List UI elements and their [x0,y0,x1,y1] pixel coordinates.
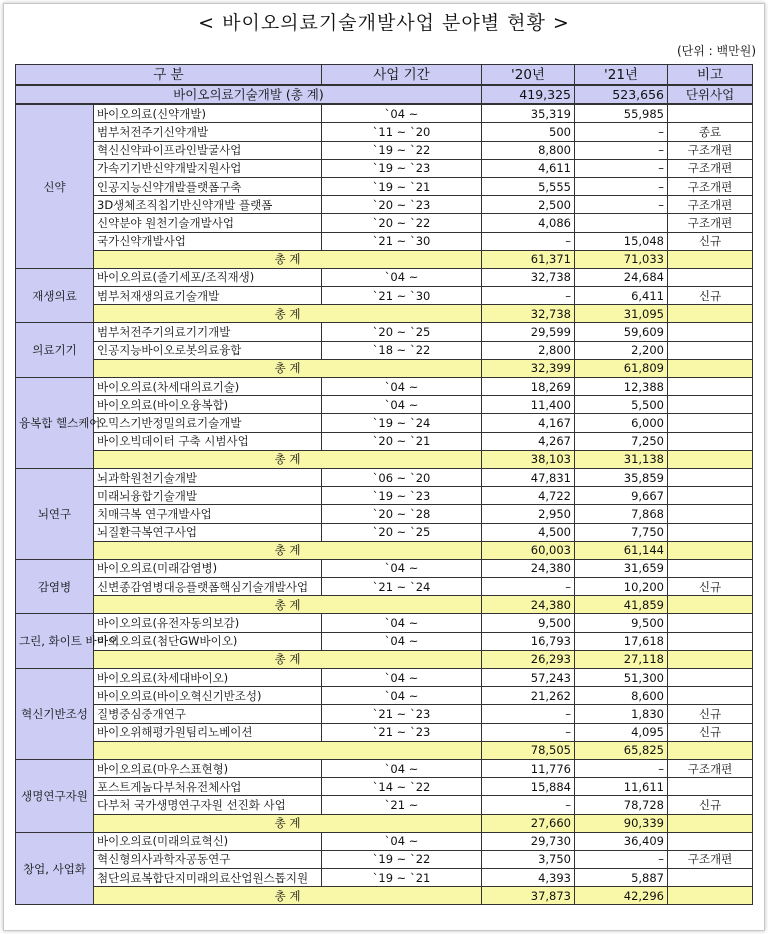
program-note: 종료 [668,123,753,141]
amount-2021: 7,250 [575,432,668,450]
subtotal-2020: 38,103 [482,450,575,468]
amount-2020: 32,738 [482,268,575,286]
amount-2021: 59,609 [575,323,668,341]
program-note [668,396,753,414]
program-note [668,614,753,632]
program-period: `20 ~ `25 [322,323,482,341]
grand-total-note: 단위사업 [668,85,753,104]
amount-2020: 15,884 [482,778,575,796]
amount-2021: 24,684 [575,268,668,286]
program-note [668,414,753,432]
program-period: `19 ~ `22 [322,850,482,868]
amount-2021: 7,750 [575,523,668,541]
subtotal-row [16,741,753,759]
amount-2020: 11,400 [482,396,575,414]
subtotal-2020: 60,003 [482,541,575,559]
program-name: 혁신신약파이프라인발굴사업 [94,141,322,159]
program-name: 오믹스기반정밀의료기술개발 [94,414,322,432]
table-row [16,287,753,305]
table-row [16,232,753,250]
program-note [668,268,753,286]
subtotal-2021: 41,859 [575,596,668,614]
program-note [668,559,753,577]
subtotal-label: 총 계 [94,650,482,668]
table-row [16,869,753,887]
program-period: `04 ~ [322,268,482,286]
amount-2020: 4,500 [482,523,575,541]
amount-2021: 2,200 [575,341,668,359]
subtotal-row [16,650,753,668]
amount-2020: 500 [482,123,575,141]
amount-2020: – [482,287,575,305]
category-cell: 의료기기 [16,323,94,378]
subtotal-label: 총 계 [94,250,482,268]
table-row [16,687,753,705]
amount-2020: 47,831 [482,468,575,486]
table-row [16,196,753,214]
table-row [16,378,753,396]
program-name: 바이오빅데이터 구축 시범사업 [94,432,322,450]
program-note: 구조개편 [668,141,753,159]
category-cell: 뇌연구 [16,468,94,559]
amount-2020: 4,722 [482,487,575,505]
program-period: `19 ~ `21 [322,869,482,887]
program-note: 신규 [668,232,753,250]
program-period: `04 ~ [322,396,482,414]
category-cell: 그린, 화이트 바이오 [16,614,94,669]
header-2021: '21년 [575,65,668,86]
program-name: 다부처 국가생명연구자원 선진화 사업 [94,796,322,814]
subtotal-label: 총 계 [94,887,482,905]
amount-2020: 21,262 [482,687,575,705]
program-period: `21 ~ `30 [322,287,482,305]
subtotal-row [16,814,753,832]
subtotal-label: 총 계 [94,450,482,468]
amount-2020: 4,267 [482,432,575,450]
program-note: 구조개편 [668,177,753,195]
table-row [16,850,753,868]
amount-2021: 9,667 [575,487,668,505]
amount-2020: 57,243 [482,669,575,687]
program-name: 바이오의료(마우스표현형) [94,759,322,777]
program-name: 바이오의료(줄기세포/조직재생) [94,268,322,286]
program-name: 바이오의료(미래감염병) [94,559,322,577]
program-note [668,687,753,705]
program-name: 혁신형의사과학자공동연구 [94,850,322,868]
header-2020: '20년 [482,65,575,86]
amount-2020: 2,950 [482,505,575,523]
program-period: `19 ~ `24 [322,414,482,432]
amount-2021: 55,985 [575,104,668,123]
program-period: `04 ~ [322,832,482,850]
subtotal-label: 총 계 [94,596,482,614]
subtotal-label: 총 계 [94,541,482,559]
table-row [16,778,753,796]
program-name: 범부처전주기신약개발 [94,123,322,141]
program-note [668,669,753,687]
grand-total-2021: 523,656 [575,85,668,104]
table-row [16,341,753,359]
program-period: `06 ~ `20 [322,468,482,486]
subtotal-row [16,887,753,905]
program-note [668,778,753,796]
program-period: `14 ~ `22 [322,778,482,796]
subtotal-2020: 27,660 [482,814,575,832]
subtotal-row [16,305,753,323]
header-note: 비고 [668,65,753,86]
program-note: 신규 [668,705,753,723]
program-name: 포스트게놈다부처유전체사업 [94,778,322,796]
subtotal-row [16,359,753,377]
table-row [16,487,753,505]
table-row [16,141,753,159]
amount-2020: 35,319 [482,104,575,123]
amount-2021 [575,214,668,232]
program-note [668,323,753,341]
subtotal-2021: 42,296 [575,887,668,905]
program-period: `04 ~ [322,687,482,705]
amount-2020: 29,730 [482,832,575,850]
table-row [16,759,753,777]
amount-2021: 31,659 [575,559,668,577]
subtotal-note [668,887,753,905]
program-period: `21 ~ `23 [322,705,482,723]
program-name: 바이오의료(바이오혁신기반조성) [94,687,322,705]
subtotal-2021: 27,118 [575,650,668,668]
amount-2021: 8,600 [575,687,668,705]
header-row [16,65,753,86]
program-period: `20 ~ `25 [322,523,482,541]
amount-2021: 51,300 [575,669,668,687]
amount-2020: 16,793 [482,632,575,650]
category-cell: 신약 [16,104,94,268]
amount-2021: – [575,177,668,195]
amount-2020: – [482,578,575,596]
program-name: 3D생체조직칩기반신약개발 플랫폼 [94,196,322,214]
category-cell: 창업, 사업화 [16,832,94,905]
program-note: 구조개편 [668,196,753,214]
category-cell: 감염병 [16,559,94,614]
amount-2021: 6,000 [575,414,668,432]
program-period: `21 ~ `30 [322,232,482,250]
grand-total-label: 바이오의료기술개발 (총 계) [16,85,482,104]
program-name: 가속기기반신약개발지원사업 [94,159,322,177]
program-name: 바이오위해평가원팀리노베이션 [94,723,322,741]
subtotal-2020: 24,380 [482,596,575,614]
subtotal-2021: 61,144 [575,541,668,559]
amount-2021: 5,500 [575,396,668,414]
program-note: 신규 [668,287,753,305]
amount-2021: – [575,159,668,177]
amount-2021: – [575,759,668,777]
amount-2021: – [575,850,668,868]
table-row [16,396,753,414]
program-period: `04 ~ [322,378,482,396]
program-period: `18 ~ `22 [322,341,482,359]
subtotal-note [668,305,753,323]
subtotal-label: 총 계 [94,814,482,832]
unit-label: (단위 : 백만원) [677,44,756,58]
program-note [668,832,753,850]
program-note [668,487,753,505]
amount-2021: – [575,123,668,141]
program-note [668,341,753,359]
program-period: `11 ~ `20 [322,123,482,141]
subtotal-2021: 31,138 [575,450,668,468]
table-row [16,723,753,741]
table-row [16,705,753,723]
table-row [16,414,753,432]
table-row [16,523,753,541]
table-row [16,214,753,232]
program-note: 신규 [668,796,753,814]
program-name: 바이오의료(차세대바이오) [94,669,322,687]
amount-2020: 11,776 [482,759,575,777]
amount-2020: 5,555 [482,177,575,195]
program-period: `19 ~ `23 [322,487,482,505]
subtotal-note [668,541,753,559]
amount-2021: 15,048 [575,232,668,250]
header-period: 사업 기간 [322,65,482,86]
program-note: 구조개편 [668,850,753,868]
program-note [668,523,753,541]
subtotal-note [668,650,753,668]
table-row [16,268,753,286]
program-note [668,505,753,523]
program-period: `20 ~ `23 [322,196,482,214]
program-period: `19 ~ `22 [322,141,482,159]
program-period: `21 ~ `23 [322,723,482,741]
amount-2021: 10,200 [575,578,668,596]
amount-2020: – [482,232,575,250]
table-row [16,578,753,596]
category-cell: 융복합 헬스케어 [16,378,94,469]
table-row [16,796,753,814]
subtotal-row [16,250,753,268]
program-note [668,869,753,887]
program-name: 치매극복 연구개발사업 [94,505,322,523]
amount-2021: 9,500 [575,614,668,632]
subtotal-note [668,359,753,377]
program-note: 구조개편 [668,759,753,777]
subtotal-note [668,596,753,614]
amount-2020: 4,611 [482,159,575,177]
amount-2020: – [482,796,575,814]
program-name: 바이오의료(첨단GW바이오) [94,632,322,650]
subtotal-note [668,250,753,268]
amount-2020: 4,086 [482,214,575,232]
table-row [16,323,753,341]
subtotal-2020: 32,738 [482,305,575,323]
amount-2021: – [575,141,668,159]
category-cell: 재생의료 [16,268,94,323]
table-row [16,832,753,850]
program-note: 구조개편 [668,159,753,177]
program-note [668,378,753,396]
subtotal-2020: 32,399 [482,359,575,377]
program-name: 바이오의료(바이오융복합) [94,396,322,414]
program-note [668,632,753,650]
table-row [16,559,753,577]
subtotal-note [668,450,753,468]
program-period: `20 ~ `22 [322,214,482,232]
program-name: 질병중심중개연구 [94,705,322,723]
subtotal-label: 총 계 [94,305,482,323]
subtotal-note [668,741,753,759]
program-note: 구조개편 [668,214,753,232]
amount-2020: – [482,705,575,723]
subtotal-2021: 71,033 [575,250,668,268]
program-name: 첨단의료복합단지미래의료산업원스톱지원 [94,869,322,887]
amount-2021: 7,868 [575,505,668,523]
program-note [668,432,753,450]
program-name: 뇌질환극복연구사업 [94,523,322,541]
program-name: 범부처전주기의료기기개발 [94,323,322,341]
program-note [668,104,753,123]
amount-2021: 5,887 [575,869,668,887]
program-period: `21 ~ `24 [322,578,482,596]
program-period: `21 ~ [322,796,482,814]
program-name: 바이오의료(유전자동의보감) [94,614,322,632]
program-name: 신변종감염병대응플랫폼핵심기술개발사업 [94,578,322,596]
grand-total-2020: 419,325 [482,85,575,104]
amount-2021: 6,411 [575,287,668,305]
subtotal-label [94,741,482,759]
amount-2020: – [482,723,575,741]
subtotal-2021: 31,095 [575,305,668,323]
category-cell: 혁신기반조성 [16,669,94,760]
program-period: `04 ~ [322,614,482,632]
page-title: < 바이오의료기술개발사업 분야별 현황 > [198,12,570,34]
program-name: 바이오의료(신약개발) [94,104,322,123]
program-name: 신약분야 원천기술개발사업 [94,214,322,232]
amount-2021: 11,611 [575,778,668,796]
subtotal-2020: 26,293 [482,650,575,668]
table-row [16,123,753,141]
amount-2021: 4,095 [575,723,668,741]
program-period: `04 ~ [322,632,482,650]
table-row [16,614,753,632]
amount-2021: 35,859 [575,468,668,486]
program-name: 바이오의료(차세대의료기술) [94,378,322,396]
amount-2021: 78,728 [575,796,668,814]
program-period: `19 ~ `21 [322,177,482,195]
subtotal-2020: 37,873 [482,887,575,905]
amount-2021: 36,409 [575,832,668,850]
subtotal-row [16,596,753,614]
amount-2020: 3,750 [482,850,575,868]
subtotal-2020: 78,505 [482,741,575,759]
amount-2020: 4,167 [482,414,575,432]
table-row [16,505,753,523]
program-name: 뇌과학원천기술개발 [94,468,322,486]
program-period: `20 ~ `21 [322,432,482,450]
program-note: 신규 [668,723,753,741]
program-note: 신규 [668,578,753,596]
table-row [16,104,753,123]
subtotal-2020: 61,371 [482,250,575,268]
grand-total-row [16,85,753,104]
table-row [16,432,753,450]
program-period: `04 ~ [322,559,482,577]
amount-2021: 17,618 [575,632,668,650]
amount-2021: 12,388 [575,378,668,396]
program-name: 인공지능신약개발플랫폼구축 [94,177,322,195]
amount-2020: 4,393 [482,869,575,887]
category-cell: 생명연구자원 [16,759,94,832]
program-period: `20 ~ `28 [322,505,482,523]
amount-2021: – [575,196,668,214]
amount-2020: 2,800 [482,341,575,359]
funding-table [15,64,753,905]
subtotal-row [16,541,753,559]
amount-2020: 24,380 [482,559,575,577]
program-name: 미래뇌융합기술개발 [94,487,322,505]
table-row [16,177,753,195]
subtotal-note [668,814,753,832]
amount-2020: 8,800 [482,141,575,159]
program-name: 바이오의료(미래의료혁신) [94,832,322,850]
header-category: 구 분 [16,65,322,86]
subtotal-row [16,450,753,468]
table-row [16,468,753,486]
amount-2020: 29,599 [482,323,575,341]
program-period: `04 ~ [322,669,482,687]
amount-2021: 1,830 [575,705,668,723]
program-name: 국가신약개발사업 [94,232,322,250]
table-row [16,632,753,650]
program-period: `04 ~ [322,104,482,123]
amount-2020: 9,500 [482,614,575,632]
amount-2020: 18,269 [482,378,575,396]
subtotal-2021: 65,825 [575,741,668,759]
subtotal-2021: 90,339 [575,814,668,832]
table-row [16,669,753,687]
subtotal-label: 총 계 [94,359,482,377]
program-note [668,468,753,486]
program-period: `19 ~ `23 [322,159,482,177]
subtotal-2021: 61,809 [575,359,668,377]
amount-2020: 2,500 [482,196,575,214]
program-period: `04 ~ [322,759,482,777]
program-name: 범부처재생의료기술개발 [94,287,322,305]
program-name: 인공지능바이오로봇의료융합 [94,341,322,359]
table-row [16,159,753,177]
